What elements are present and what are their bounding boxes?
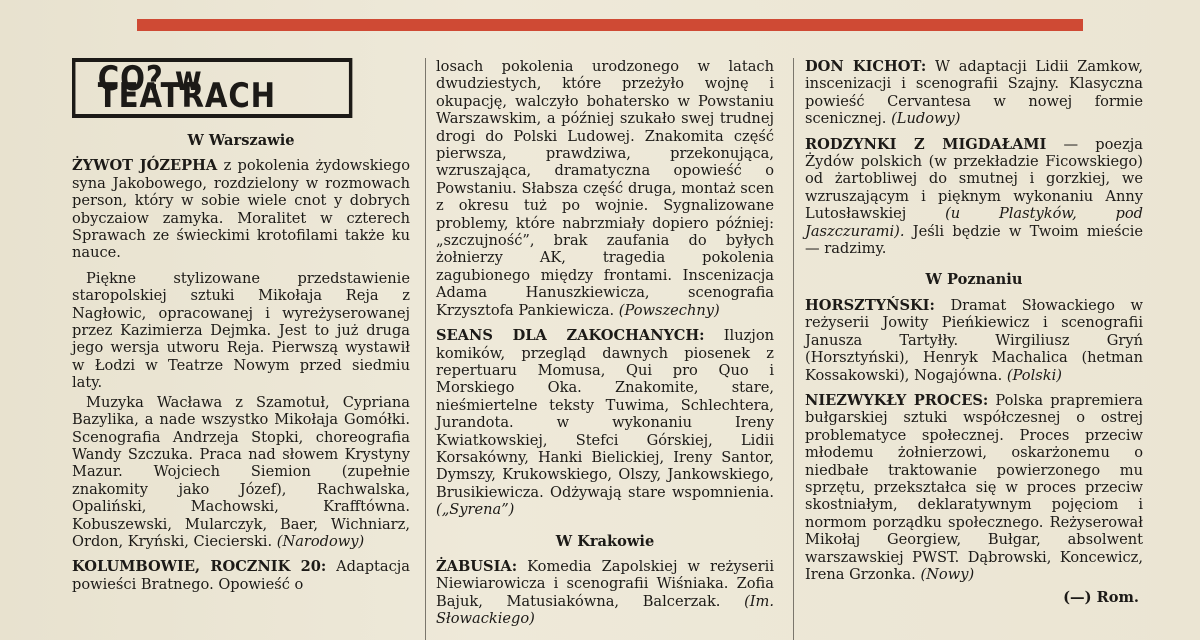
theatre-name: (Powszechny) <box>618 301 720 319</box>
article-zywot <box>72 157 410 261</box>
theatre-name: (Nowy) <box>920 565 975 583</box>
article-text: losach pokolenia urodzonego w latach dwudziestych, które przeżyło wojnę i okupację, walczyło bohatersko w Powstaniu Warszawskim, a później szukało swej trudnej drogi do Polski Ludowej. Znakomita część pierwsza, prawdziwa, przekonująca, wzruszająca, dramatyczna opowieść o Powstaniu. Słabsza część druga, montaż scen z okresu tuż po wojnie. Sygnalizowane problemy, które nabrzmiały dopiero później: „szczujność”, brak zaufania do byłych żołnierzy AK, tragedia pokolenia zagubionego między frontami. Inscenizacja Adama Hanuszkiewicza, scenografia Krzysztofa Pankiewicza. <box>436 58 774 319</box>
city-heading-warsaw: W Warszawie <box>187 132 295 149</box>
play-title: DON KICHOT: <box>805 58 927 75</box>
column-divider <box>793 58 794 640</box>
article-text: Muzyka Wacława z Szamotuł, Cypriana Bazylika, a nade wszystko Mikołaja Gomółki. Scenografia Andrzeja Stopki, choreografia Wandy Szczuka. Praca nad słowem Krystyny Mazur. Wojciech Siemion (zupełnie znakomity jako Józef), Rachwalska, Opaliński, Machowski, Krafftówna. Kobuszewski, Mularczyk, Baer, Wichniarz, Ordon, Kryński, Ciecierski. <box>72 393 410 550</box>
theatre-name: (Im. Słowackiego) <box>436 592 775 628</box>
play-title: NIEZWYKŁY PROCES: <box>805 391 989 409</box>
column-2 <box>436 58 774 628</box>
city-heading-poznan: W Poznaniu <box>925 271 1023 289</box>
section-title: CO? w TEATRACH <box>72 58 352 118</box>
play-title: HORSZTYŃSKI: <box>805 296 935 314</box>
red-header-bar <box>137 19 1083 31</box>
article-seans <box>436 327 774 518</box>
play-title: RODZYNKI Z MIGDAŁAMI <box>805 135 1047 153</box>
theatre-name: (Ludowy) <box>891 110 961 128</box>
article-rodzynki <box>805 136 1143 258</box>
article-text: Iluzjon komików, przegląd dawnych piosenek z repertuaru Momusa, Qui pro Quo i Morskiego Oka. Znakomite, stare, nieśmiertelne teksty Tuwima, Schlechtera, Jurandota. w wykonaniu Ireny Kwiatkowskiej, Stefci Górskiej, Lidii Korsakówny, Hanki Bielickiej, Ireny Santor, Dymszy, Krukowskiego, Olszy, Jankowskiego, Brusikiewicza. Odżywają stare wspomnienia. <box>436 327 775 501</box>
play-title: KOLUMBOWIE, ROCZNIK 20: <box>72 558 327 576</box>
author-signature: (—) Rom. <box>1063 589 1139 607</box>
article-text: Jeśli będzie w Twoim mieście — radzimy. <box>805 222 1143 258</box>
article-paragraph <box>72 394 410 551</box>
article-text: W adaptacji Lidii Zamkow, inscenizacji i scenografii Szajny. Klasyczna powieść Cervantesa w nowej formie scenicznej. <box>805 58 1143 128</box>
theatre-name: (Narodowy) <box>276 532 365 550</box>
article-text: z pokolenia żydowskiego syna Jakobowego, rozdzielony w rozmowach person, który w sobie wiele cnot y dobrych obyczaiow zamyka. Moralitet w czterech Sprawach ze świeckimi krotofilami także ku nauce. <box>72 157 410 262</box>
column-divider <box>425 58 426 640</box>
city-heading-krakow: W Krakowie <box>555 532 655 550</box>
article-kolumbowie <box>72 558 410 593</box>
article-kolumbowie-cont <box>436 58 774 319</box>
theatre-name: („Syrena”) <box>436 501 515 519</box>
play-title: ŻABUSIA: <box>436 557 518 575</box>
column-1 <box>72 58 410 593</box>
theatre-name: (Polski) <box>1006 366 1062 384</box>
article-horsztynski <box>805 297 1143 384</box>
article-text: Dramat Słowackiego w reżyserii Jowity Pieńkiewicz i scenografii Janusza Tartyłły. Wirgiliusz Gryń (Horsztyński), Henryk Machalica (hetman Kossakowski), Nogajówna. <box>805 296 1143 384</box>
article-text: — poezja Żydów polskich (w przekładzie Ficowskiego) od żartobliwej do smutnej i gorzkiej, we wzruszającym i pięknym wykonaniu Anny Lutosławskiej <box>805 135 1143 223</box>
column-3 <box>805 58 1143 607</box>
article-niezwykly-proces <box>805 392 1143 583</box>
article-text: Polska prapremiera bułgarskiej sztuki współczesnej o ostrej problematyce społecznej. Proces przeciw młodemu żołnierzowi, oskarżonemu o niedbałe traktowanie powierzonego mu sprzętu, przekształca się w proces przeciw skostniałym, deklaratywnym pojęciom i normom porządku społecznego. Reżyserował Mikołaj Georgiew, Bułgar, absolwent warszawskiej PWST. Dąbrowski, Koncewicz, Irena Grzonka. <box>805 391 1143 583</box>
article-don-kichot <box>805 58 1143 128</box>
play-title: ŻYWOT JÓZEPHA <box>72 157 218 175</box>
article-paragraph: Piękne stylizowane przedstawienie staropolskiej sztuki Mikołaja Reja z Nagłowic, opracowanej i wyreżyserowanej przez Kazimierza Dejmka. Jest to już druga jego wersja utworu Reja. Pierwszą wystawił w Łodzi w Teatrze Nowym przed siedmiu laty. <box>72 269 410 392</box>
article-zabusia <box>436 558 774 628</box>
play-title: SEANS DLA ZAKOCHANYCH: <box>436 327 705 345</box>
article-text: Komedia Zapolskiej w reżyserii Niewiarowicza i scenografii Wiśniaka. Zofia Bajuk, Matusiakówna, Balcerzak. <box>436 557 774 610</box>
article-text: Adaptacja powieści Bratnego. Opowieść o <box>72 558 410 593</box>
theatre-name: (u Plastyków, pod Jaszczurami). <box>805 205 1143 240</box>
